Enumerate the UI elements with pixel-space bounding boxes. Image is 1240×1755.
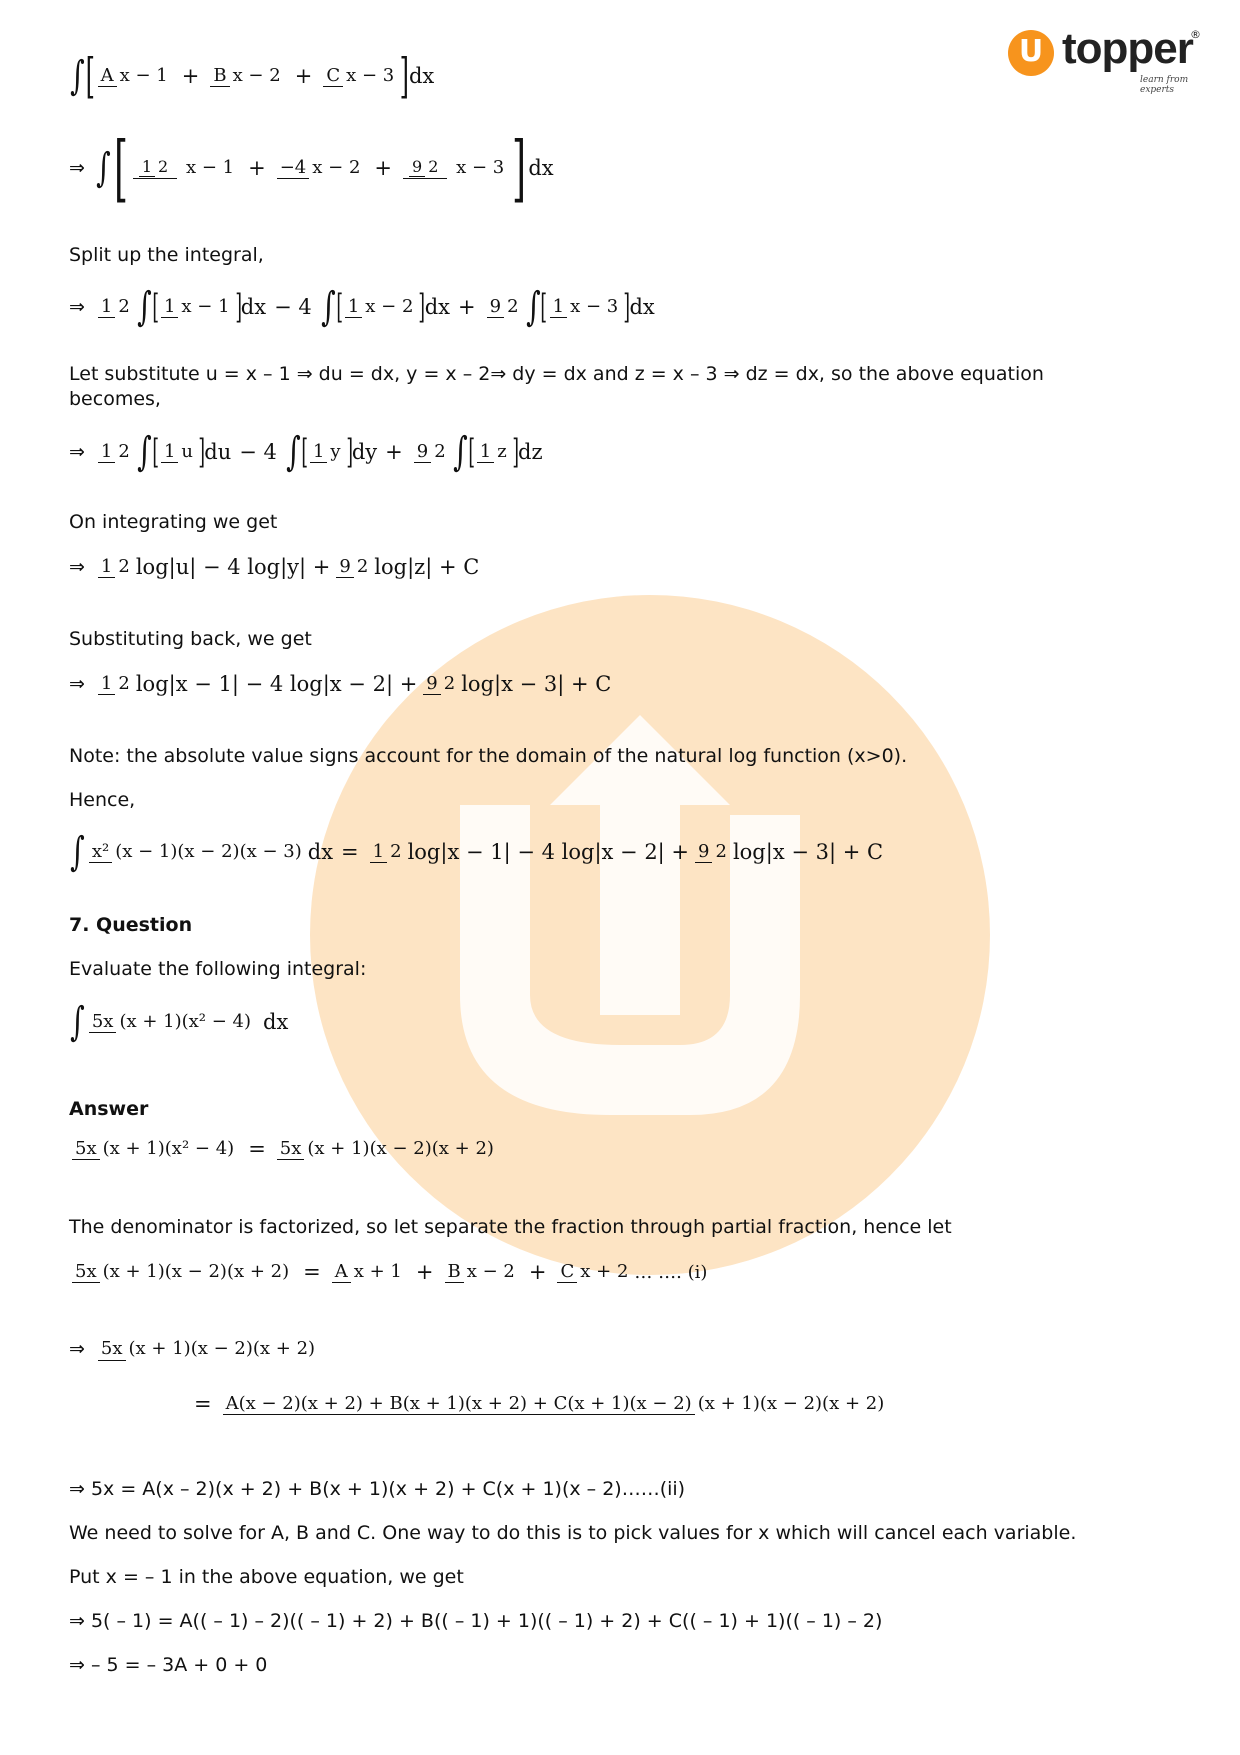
equation-substituted-constants: ⇒ ∫ [ 1 2 x − 1 + −4 x − 2 + 9 2 x − 3 ] dx — [69, 126, 554, 210]
watermark-logo — [310, 595, 990, 1275]
fraction: −4 x − 2 — [277, 157, 364, 180]
brand-logo — [1008, 24, 1208, 98]
paragraph: Put x = – 1 in the above equation, we get — [69, 1566, 464, 1588]
equation-back-substituted: ⇒ 1 2 log|x − 1| − 4 log|x − 2| + 9 2 log|x − 3| + C — [69, 672, 612, 696]
question-heading: 7. Question — [69, 914, 193, 936]
paragraph: We need to solve for A, B and C. One way to do this is to pick values for x which will cancel each variable. — [69, 1522, 1077, 1544]
equation-substitution: ⇒ 1 2 ∫ [ 1 u ] du − 4 ∫ [ 1 y ] dy + 9 2 ∫ [ 1 z ] dz — [69, 429, 543, 475]
equation-factorized: 5x (x + 1)(x² − 4) = 5x (x + 1)(x − 2)(x + 2) — [69, 1137, 500, 1161]
equation-partial-fraction: 5x (x + 1)(x − 2)(x + 2) = A x + 1 + B x − 2 + C x + 2 … …. (i) — [69, 1260, 707, 1284]
fraction: C x − 3 — [323, 65, 397, 88]
paragraph: Substituting back, we get — [69, 628, 312, 650]
paragraph: Hence, — [69, 789, 136, 811]
fraction: B x − 2 — [210, 65, 283, 88]
fraction: 9 2 x − 3 — [403, 157, 507, 180]
equation-partial-sum: ∫ [ A x − 1 + B x − 2 + C x − 3 ] dx — [70, 48, 435, 104]
logo-wordmark: topper — [1062, 24, 1193, 73]
registered-mark: ® — [1190, 28, 1201, 41]
answer-heading: Answer — [69, 1098, 149, 1120]
equation-substitution-line: ⇒ 5( – 1) = A(( – 1) – 2)(( – 1) + 2) + B(( – 1) + 1)(( – 1) + 2) + C(( – 1) + 1)(( – 1) – 2) — [69, 1610, 883, 1632]
fraction: 1 2 x − 1 — [133, 157, 237, 180]
equation-split-integral: ⇒ 1 2 ∫ [ 1 x − 1 ] dx − 4 ∫ [ 1 x − 2 ] dx + 9 2 ∫ [ 1 x − 3 ] dx — [69, 284, 655, 330]
equation-ii: ⇒ 5x = A(x – 2)(x + 2) + B(x + 1)(x + 2) + C(x + 1)(x – 2)……(ii) — [69, 1478, 686, 1500]
paragraph: The denominator is factorized, so let separate the fraction through partial fraction, hence let — [69, 1216, 952, 1238]
equation-combined-left: ⇒ 5x (x + 1)(x − 2)(x + 2) — [69, 1338, 316, 1361]
question-integral: ∫ 5x (x + 1)(x² − 4) dx — [70, 999, 289, 1045]
logo-tagline: learn from experts — [1140, 75, 1189, 95]
paragraph: On integrating we get — [69, 511, 278, 533]
paragraph: Split up the integral, — [69, 244, 264, 266]
question-prompt: Evaluate the following integral: — [69, 958, 367, 980]
equation-combined-right: = A(x − 2)(x + 2) + B(x + 1)(x + 2) + C(x + 1)(x − 2) (x + 1)(x − 2)(x + 2) — [194, 1392, 885, 1416]
equation-integrated: ⇒ 1 2 log|u| − 4 log|y| + 9 2 log|z| + C — [69, 555, 480, 579]
logo-u-icon: U — [1008, 30, 1054, 76]
paragraph-note: Note: the absolute value signs account for the domain of the natural log function (x>0). — [69, 745, 908, 767]
equation-result-line: ⇒ – 5 = – 3A + 0 + 0 — [69, 1654, 268, 1676]
watermark-graphic — [310, 595, 990, 1275]
integral-sign: ∫ — [70, 53, 85, 99]
equation-final-result: ∫ x² (x − 1)(x − 2)(x − 3) dx = 1 2 log|x − 1| − 4 log|x − 2| + 9 2 log|x − 3| + C — [70, 829, 884, 875]
paragraph: Let substitute u = x – 1 ⇒ du = dx, y = x – 2⇒ dy = dx and z = x – 3 ⇒ dz = dx, so the above equation becomes, — [69, 363, 1044, 410]
fraction: A x − 1 — [98, 65, 171, 88]
